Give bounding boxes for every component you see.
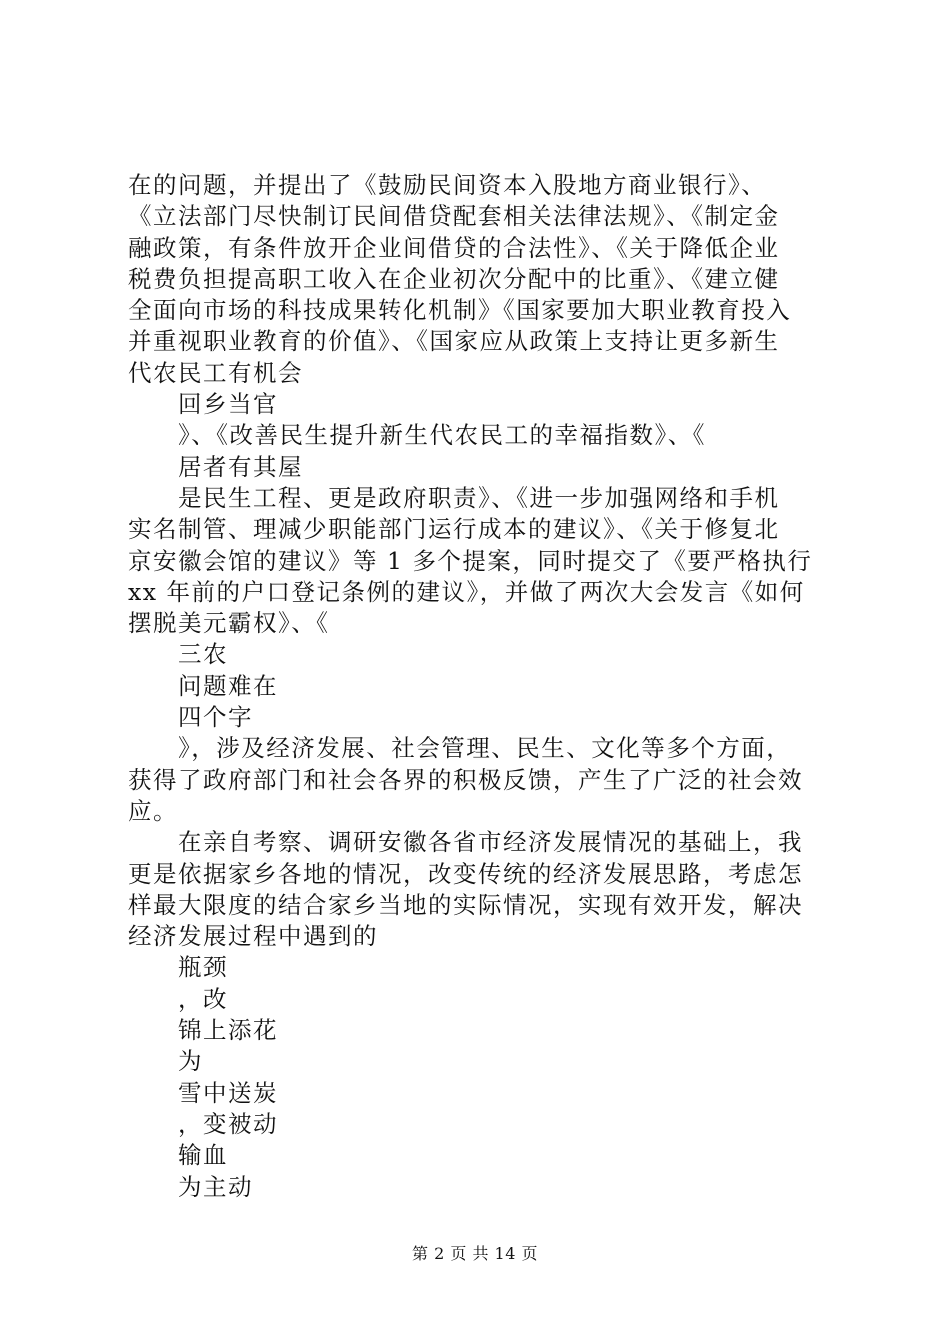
text-line: 为 xyxy=(178,1047,203,1076)
text-line: 应。 xyxy=(128,796,178,825)
text-line: 实名制管、理减少职能部门运行成本的建议》、《关于修复北 xyxy=(128,515,780,544)
text-line: 更是依据家乡各地的情况，改变传统的经济发展思路，考虑怎 xyxy=(128,859,803,888)
body-text xyxy=(128,170,828,1203)
page-footer: 第 2 页 共 14 页 xyxy=(412,1244,538,1263)
text-line: 经济发展过程中遇到的 xyxy=(128,922,378,951)
text-line: 回乡当官 xyxy=(178,390,278,419)
text-line: 代农民工有机会 xyxy=(128,358,303,387)
text-line: 瓶颈 xyxy=(178,953,228,982)
text-line: 输血 xyxy=(178,1141,228,1170)
text-line: 》，涉及经济发展、社会管理、民生、文化等多个方面， xyxy=(178,734,792,763)
text-line: 锦上添花 xyxy=(178,1016,278,1045)
text-line: 雪中送炭 xyxy=(178,1078,278,1107)
text-line: 四个字 xyxy=(178,703,253,732)
text-line: 样最大限度的结合家乡当地的实际情况，实现有效开发，解决 xyxy=(128,890,803,919)
text-line: 在亲自考察、调研安徽各省市经济发展情况的基础上，我 xyxy=(178,828,803,857)
text-line: 摆脱美元霸权》、《 xyxy=(128,609,330,638)
text-line: 全面向市场的科技成果转化机制》《国家要加大职业教育投入 xyxy=(128,296,792,325)
text-line: 获得了政府部门和社会各界的积极反馈，产生了广泛的社会效 xyxy=(128,765,803,794)
text-line: ，改 xyxy=(178,984,228,1013)
text-line: 问题难在 xyxy=(178,671,278,700)
text-line: xx 年前的户口登记条例的建议》，并做了两次大会发言《如何 xyxy=(128,577,805,606)
text-line: 居者有其屋 xyxy=(178,452,303,481)
text-line: 在的问题，并提出了《鼓励民间资本入股地方商业银行》、 xyxy=(128,171,767,199)
text-line: 是民生工程、更是政府职责》、《进一步加强网络和手机 xyxy=(178,483,780,512)
text-line: ，变被动 xyxy=(178,1109,278,1138)
text-line: 京安徽会馆的建议》等 1 多个提案，同时提交了《要严格执行 xyxy=(128,546,813,575)
text-line: 并重视职业教育的价值》、《国家应从政策上支持让更多新生 xyxy=(128,327,780,356)
text-line: 融政策，有条件放开企业间借贷的合法性》、《关于降低企业 xyxy=(128,233,780,262)
text-line: 为主动 xyxy=(178,1172,253,1201)
text-line: 三农 xyxy=(178,640,228,669)
text-line: 《立法部门尽快制订民间借贷配套相关法律法规》、《制定金 xyxy=(128,202,780,231)
text-line: 》、《改善民生提升新生代农民工的幸福指数》、《 xyxy=(178,421,706,450)
text-line: 税费负担提高职工收入在企业初次分配中的比重》、《建立健 xyxy=(128,264,780,293)
